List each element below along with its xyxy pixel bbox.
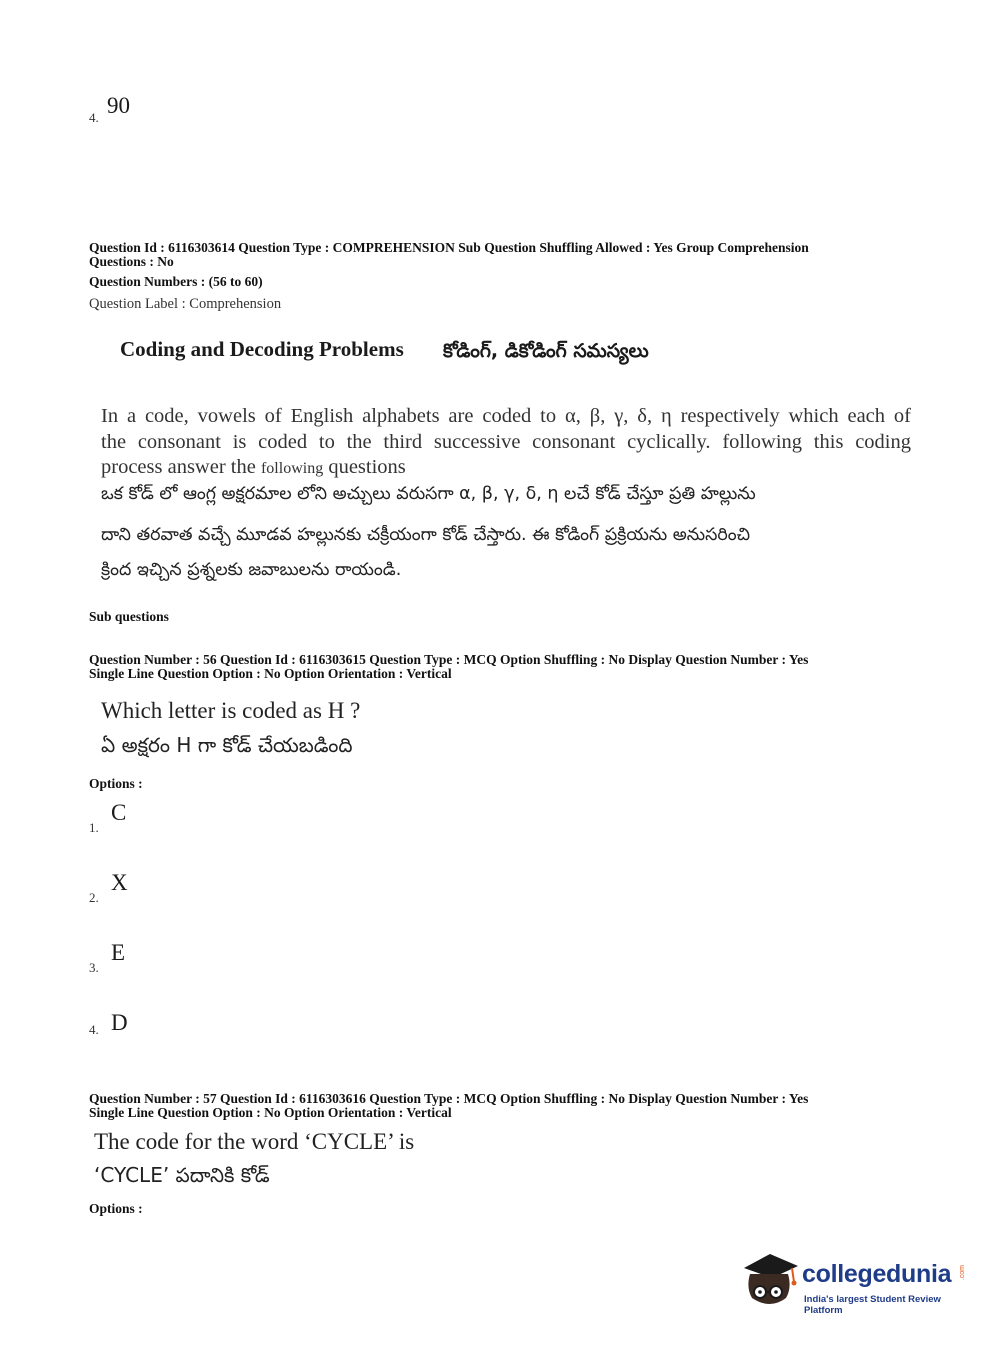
question-label: Question Label : Comprehension <box>89 296 282 312</box>
question-numbers: Question Numbers : (56 to 60) <box>89 274 263 289</box>
option-value: 90 <box>107 93 130 118</box>
option-value[interactable]: X <box>111 870 128 895</box>
q56-meta-line1: Question Number : 56 Question Id : 6116303615 Question Type : MCQ Option Shuffling : No Display Question Number : Yes <box>89 652 809 667</box>
option-number: 2. <box>89 890 99 905</box>
logo-name: collegedunia <box>802 1260 952 1288</box>
logo-com: .com <box>959 1265 966 1281</box>
comprehension-meta-line2: Questions : No <box>89 254 174 269</box>
q57-options-label: Options : <box>89 1201 143 1216</box>
mascot-icon <box>740 1248 800 1312</box>
passage-te <box>101 484 911 584</box>
passage-en-line3: process answer the following questions <box>101 456 406 478</box>
option-value[interactable]: C <box>111 800 127 825</box>
collegedunia-logo <box>740 1248 970 1316</box>
sub-questions-label: Sub questions <box>89 609 169 624</box>
comprehension-meta <box>89 241 909 269</box>
q56-text-te: ఏ అక్షరం H గా కోడ్ చేయబడింది <box>101 733 353 757</box>
option-number: 4. <box>89 1022 99 1037</box>
option-value[interactable]: E <box>111 940 126 965</box>
logo-tagline: India's largest Student Review Platform <box>804 1294 941 1316</box>
q56-meta-line2: Single Line Question Option : No Option Orientation : Vertical <box>89 666 452 681</box>
option-number: 1. <box>89 820 99 835</box>
passage-te-line1: ఒక కోడ్ లో ఆంగ్ల అక్షరమాల లోని అచ్చులు వరుసగా α, β, γ, δ, η లచే కోడ్ చేస్తూ ప్రతి హల్లును <box>101 484 756 504</box>
option-number: 4. <box>89 110 99 125</box>
q57-meta-line1: Question Number : 57 Question Id : 6116303616 Question Type : MCQ Option Shuffling : No Display Question Number : Yes <box>89 1091 809 1106</box>
passage-en-line1: In a code, vowels of English alphabets are coded to α, β, γ, δ, η respectively which each of <box>101 405 911 427</box>
q56-meta <box>89 653 909 681</box>
q56-text-en: Which letter is coded as H ? <box>101 698 361 723</box>
q56-options-label: Options : <box>89 776 143 791</box>
comprehension-heading-en: Coding and Decoding Problems <box>120 337 404 361</box>
passage-te-line2: దాని తరవాత వచ్చే మూడవ హల్లునకు చక్రీయంగా కోడ్ చేస్తారు. ఈ కోడింగ్ ప్రక్రియను అనుసరించి <box>101 525 751 545</box>
option-value[interactable]: D <box>111 1010 128 1035</box>
q57-text-te: ‘CYCLE’ పదానికి కోడ్ <box>94 1163 270 1187</box>
comprehension-meta-line1: Question Id : 6116303614 Question Type : COMPREHENSION Sub Question Shuffling Allowed : Yes Group Comprehension <box>89 240 809 255</box>
passage-en <box>101 404 911 482</box>
comprehension-heading-te: కోడింగ్, డికోడింగ్ సమస్యలు <box>443 340 649 362</box>
option-number: 3. <box>89 960 99 975</box>
q57-meta-line2: Single Line Question Option : No Option Orientation : Vertical <box>89 1105 452 1120</box>
passage-en-line2: the consonant is coded to the third successive consonant cyclically. following this coding <box>101 430 911 453</box>
passage-te-line3: క్రింద ఇచ్చిన ప్రశ్నలకు జవాబులను రాయండి. <box>101 560 402 580</box>
q57-meta <box>89 1092 909 1120</box>
q57-text-en: The code for the word ‘CYCLE’ is <box>94 1129 415 1154</box>
